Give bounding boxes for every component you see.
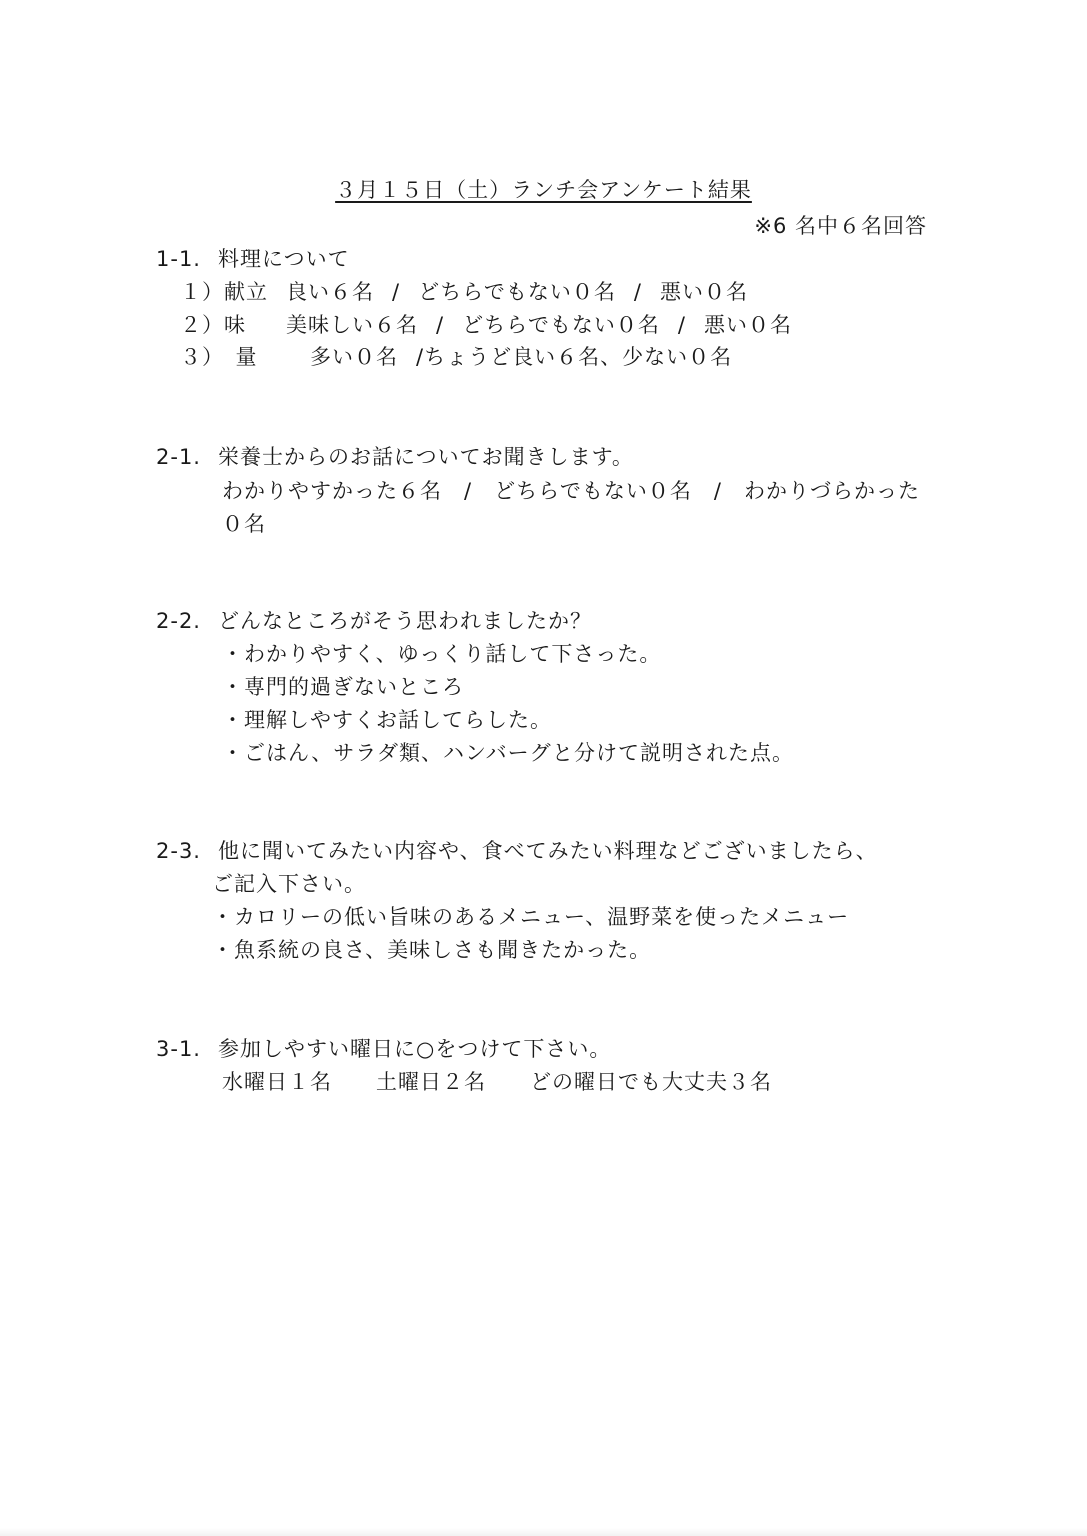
- q1-1-item-2-sep-1: /: [436, 313, 445, 337]
- q1-1-item-1: [180, 278, 748, 306]
- q3-1-answer-saturday: 土曜日２名: [376, 1070, 486, 1094]
- q1-1-item-1-answer-1: 良い６名: [286, 280, 374, 304]
- q1-1-item-3-label: ３） 量: [180, 345, 258, 369]
- q2-2-bullet-2: ・専門的過ぎないところ: [222, 675, 464, 699]
- q1-1-item-1-label: １）献立: [180, 280, 268, 304]
- q1-1-number: 1-1.: [156, 247, 201, 271]
- q2-2-heading: [156, 607, 592, 635]
- q3-1-number: 3-1.: [156, 1037, 201, 1061]
- q2-3-number: 2-3.: [156, 839, 201, 863]
- q2-1-heading: [156, 443, 634, 471]
- q2-2-number: 2-2.: [156, 609, 201, 633]
- page-title-text: ３月１５日（土）ランチ会アンケート結果: [335, 178, 752, 202]
- q3-1-answer-wednesday: 水曜日１名: [222, 1070, 332, 1094]
- q1-1-item-1-sep-1: /: [392, 280, 401, 304]
- q2-1-answers-line-2: ０名: [222, 512, 266, 536]
- q3-1-answers: [222, 1068, 772, 1096]
- q2-3-heading-text: 他に聞いてみたい内容や、食べてみたい料理などございましたら、: [218, 839, 878, 863]
- page-title: [0, 176, 1087, 204]
- q1-1-item-3-answer-1: 多い０名: [310, 345, 398, 369]
- q2-1-answers-line-1: わかりやすかった６名 / どちらでもない０名 / わかりづらかった: [222, 479, 920, 503]
- q1-1-item-2-label: ２）味: [180, 313, 246, 337]
- q1-1-item-3-answer-2: /ちょうど良い６名、少ない０名: [416, 345, 733, 369]
- q2-2-bullet-1: ・わかりやすく、ゆっくり話して下さった。: [222, 642, 662, 666]
- q3-1-heading: [156, 1035, 611, 1063]
- q2-1-number: 2-1.: [156, 445, 201, 469]
- q2-3-heading: [156, 837, 878, 865]
- q2-2-bullet-4: ・ごはん、サラダ類、ハンバーグと分けて説明された点。: [222, 741, 794, 765]
- q1-1-heading: [156, 245, 350, 273]
- q3-1-answer-any-day: どの曜日でも大丈夫３名: [530, 1070, 772, 1094]
- q2-1-heading-text: 栄養士からのお話についてお聞きします。: [218, 445, 634, 469]
- q2-2-bullet-3: ・理解しやすくお話してらした。: [222, 708, 552, 732]
- q1-1-item-2-sep-2: /: [677, 313, 686, 337]
- q1-1-item-2-answer-3: 悪い０名: [703, 313, 792, 337]
- q1-1-item-1-answer-2: どちらでもない０名: [418, 280, 616, 304]
- scan-bottom-edge: [0, 1528, 1087, 1536]
- q1-1-item-2-answer-1: 美味しい６名: [286, 313, 418, 337]
- respondents-note: ※6 名中６名回答: [754, 214, 927, 238]
- q3-1-heading-text: 参加しやすい曜日に○をつけて下さい。: [218, 1037, 612, 1061]
- q1-1-item-3: [180, 343, 732, 371]
- q1-1-heading-text: 料理について: [218, 247, 350, 271]
- q1-1-item-2-answer-2: どちらでもない０名: [462, 313, 660, 337]
- q2-3-heading-line-2: ご記入下さい。: [212, 872, 366, 896]
- q2-3-bullet-1: ・カロリーの低い旨味のあるメニュー、温野菜を使ったメニュー: [212, 905, 850, 929]
- q1-1-item-1-sep-2: /: [633, 280, 642, 304]
- q2-3-bullet-2: ・魚系統の良さ、美味しさも聞きたかった。: [212, 938, 652, 962]
- q1-1-item-1-answer-3: 悪い０名: [659, 280, 748, 304]
- q1-1-item-2: [180, 311, 792, 339]
- q2-2-heading-text: どんなところがそう思われましたか？: [218, 609, 592, 633]
